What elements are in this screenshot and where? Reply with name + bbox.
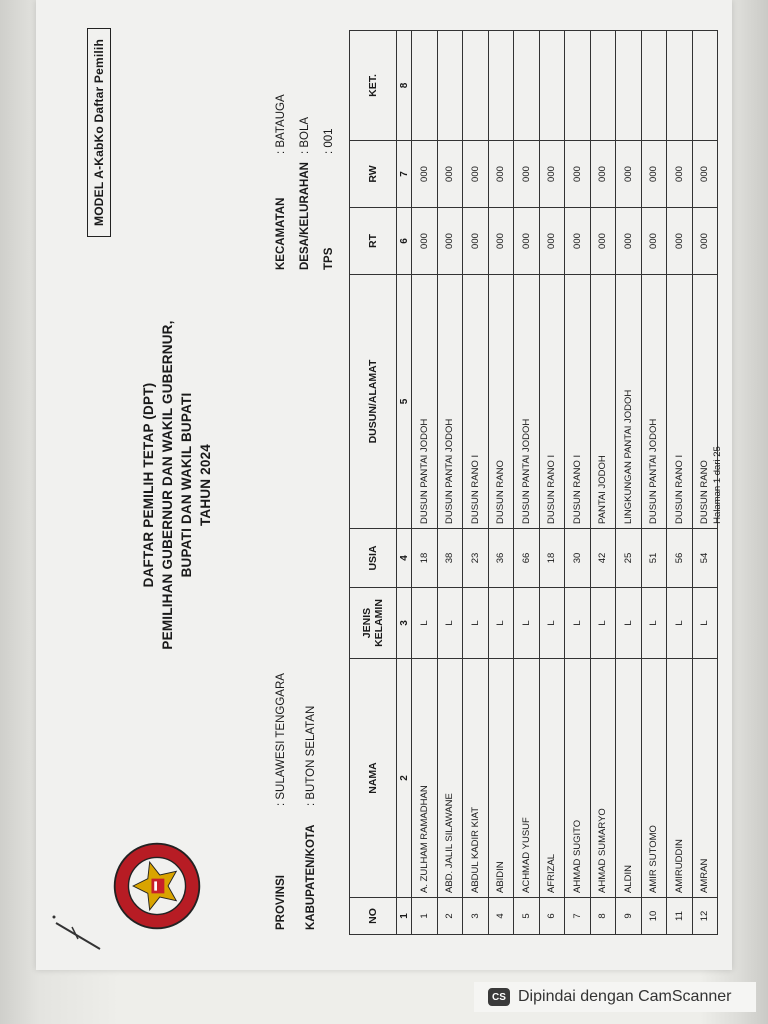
table-row <box>641 31 667 935</box>
cell-usia: 18 <box>539 529 565 588</box>
cell-nama: A. ZULHAM RAMADHAN <box>412 659 438 898</box>
cell-rt: 000 <box>412 208 438 275</box>
cell-jk: L <box>616 588 642 659</box>
cell-usia: 30 <box>565 529 591 588</box>
cell-jk: L <box>488 588 514 659</box>
header-rw: RW <box>350 141 397 208</box>
page-indicator: Halaman 1 dari 25 <box>712 446 723 524</box>
cell-nama: ABD. JALIL SILAWANE <box>437 659 463 898</box>
header-dusun-alamat: DUSUN/ALAMAT <box>350 275 397 529</box>
cell-usia: 23 <box>463 529 489 588</box>
table-row <box>565 31 591 935</box>
cell-jk: L <box>463 588 489 659</box>
cell-no: 10 <box>641 898 667 935</box>
cell-nama: AHMAD SUGITO <box>565 659 591 898</box>
cell-ket <box>437 31 463 141</box>
table-row <box>412 31 438 935</box>
cell-rt: 000 <box>514 208 540 275</box>
cell-rt: 000 <box>692 208 718 275</box>
column-number: 2 <box>397 659 412 898</box>
cell-ket <box>514 31 540 141</box>
cell-rt: 000 <box>488 208 514 275</box>
cell-usia: 36 <box>488 529 514 588</box>
cell-rw: 000 <box>463 141 489 208</box>
cell-alamat: DUSUN PANTAI JODOH <box>641 275 667 529</box>
header-rt: RT <box>350 208 397 275</box>
cell-ket <box>539 31 565 141</box>
cell-no: 3 <box>463 898 489 935</box>
cell-rw: 000 <box>488 141 514 208</box>
meta-kecamatan: KECAMATAN: BATAUGA <box>275 94 287 270</box>
cell-rt: 000 <box>616 208 642 275</box>
cell-rw: 000 <box>616 141 642 208</box>
title-line: BUPATI DAN WAKIL BUPATI <box>179 392 194 578</box>
column-number: 8 <box>397 31 412 141</box>
table-row <box>667 31 693 935</box>
cell-usia: 51 <box>641 529 667 588</box>
camscanner-icon: CS <box>488 988 510 1006</box>
column-number: 5 <box>397 275 412 529</box>
column-number: 7 <box>397 141 412 208</box>
header-no: NO <box>350 898 397 935</box>
cell-no: 4 <box>488 898 514 935</box>
cell-rt: 000 <box>590 208 616 275</box>
cell-nama: AMIRUDDIN <box>667 659 693 898</box>
table-row <box>514 31 540 935</box>
scanned-paper <box>36 0 732 970</box>
cell-rw: 000 <box>514 141 540 208</box>
cell-alamat: PANTAI JODOH <box>590 275 616 529</box>
cell-rt: 000 <box>463 208 489 275</box>
column-number: 3 <box>397 588 412 659</box>
cell-alamat: DUSUN PANTAI JODOH <box>514 275 540 529</box>
cell-jk: L <box>641 588 667 659</box>
cell-usia: 56 <box>667 529 693 588</box>
cell-jk: L <box>437 588 463 659</box>
cell-alamat: DUSUN PANTAI JODOH <box>437 275 463 529</box>
cell-rw: 000 <box>437 141 463 208</box>
cell-rw: 000 <box>412 141 438 208</box>
cell-nama: ABDUL KADIR KIAT <box>463 659 489 898</box>
table-row <box>590 31 616 935</box>
cell-no: 2 <box>437 898 463 935</box>
cell-rw: 000 <box>641 141 667 208</box>
meta-provinsi: PROVINSI: SULAWESI TENGGARA <box>275 673 287 930</box>
cell-alamat: DUSUN RANO I <box>667 275 693 529</box>
cell-usia: 42 <box>590 529 616 588</box>
table-row <box>437 31 463 935</box>
cell-ket <box>488 31 514 141</box>
cell-rt: 000 <box>667 208 693 275</box>
cell-ket <box>590 31 616 141</box>
cell-alamat: DUSUN RANO <box>488 275 514 529</box>
meta-tps: TPS: 001 <box>323 128 335 270</box>
column-number: 4 <box>397 529 412 588</box>
camscanner-text: Dipindai dengan CamScanner <box>518 988 732 1005</box>
meta-kabupaten: KABUPATEN/KOTA: BUTON SELATAN <box>305 705 317 930</box>
header-usia: USIA <box>350 529 397 588</box>
cell-usia: 38 <box>437 529 463 588</box>
cell-ket <box>641 31 667 141</box>
column-number: 1 <box>397 898 412 935</box>
cell-ket <box>667 31 693 141</box>
cell-alamat: DUSUN RANO I <box>565 275 591 529</box>
cell-jk: L <box>539 588 565 659</box>
cell-ket <box>412 31 438 141</box>
cell-nama: AMIR SUTOMO <box>641 659 667 898</box>
column-number-row <box>397 31 412 935</box>
cell-usia: 18 <box>412 529 438 588</box>
cell-rt: 000 <box>539 208 565 275</box>
cell-nama: AHMAD SUMARYO <box>590 659 616 898</box>
header-jenis-kelamin: JENIS KELAMIN <box>350 588 397 659</box>
cell-no: 1 <box>412 898 438 935</box>
cell-no: 6 <box>539 898 565 935</box>
cell-rw: 000 <box>590 141 616 208</box>
cell-no: 11 <box>667 898 693 935</box>
cell-rw: 000 <box>539 141 565 208</box>
table-row <box>488 31 514 935</box>
table-body <box>412 31 718 935</box>
title-line: PEMILIHAN GUBERNUR DAN WAKIL GUBERNUR, <box>160 320 175 650</box>
cell-alamat: DUSUN RANO I <box>463 275 489 529</box>
camscanner-watermark <box>474 982 756 1012</box>
cell-no: 8 <box>590 898 616 935</box>
title-line: DAFTAR PEMILIH TETAP (DPT) <box>141 382 156 588</box>
header-ket: KET. <box>350 31 397 141</box>
cell-nama: ALDIN <box>616 659 642 898</box>
document-rotated <box>79 10 759 960</box>
cell-alamat: DUSUN PANTAI JODOH <box>412 275 438 529</box>
pen-mark-icon <box>48 905 108 965</box>
title-line: TAHUN 2024 <box>198 443 213 527</box>
table-header-row <box>350 31 397 935</box>
table-row <box>463 31 489 935</box>
cell-alamat: LINGKUNGAN PANTAI JODOH <box>616 275 642 529</box>
cell-nama: ABIDIN <box>488 659 514 898</box>
model-label: MODEL A-KabKo Daftar Pemilih <box>87 28 111 237</box>
cell-no: 5 <box>514 898 540 935</box>
cell-no: 9 <box>616 898 642 935</box>
cell-rt: 000 <box>565 208 591 275</box>
column-number: 6 <box>397 208 412 275</box>
cell-alamat: DUSUN RANO <box>692 275 718 529</box>
header-nama: NAMA <box>350 659 397 898</box>
cell-rt: 000 <box>437 208 463 275</box>
cell-nama: AFRIZAL <box>539 659 565 898</box>
cell-jk: L <box>565 588 591 659</box>
cell-no: 7 <box>565 898 591 935</box>
cell-jk: L <box>514 588 540 659</box>
cell-usia: 25 <box>616 529 642 588</box>
document-titles <box>139 10 215 960</box>
voter-table <box>349 30 718 935</box>
cell-no: 12 <box>692 898 718 935</box>
cell-alamat: DUSUN RANO I <box>539 275 565 529</box>
cell-jk: L <box>590 588 616 659</box>
meta-desa: DESA/KELURAHAN: BOLA <box>299 116 311 270</box>
cell-ket <box>463 31 489 141</box>
cell-ket <box>616 31 642 141</box>
cell-rw: 000 <box>667 141 693 208</box>
cell-rw: 000 <box>565 141 591 208</box>
cell-rw: 000 <box>692 141 718 208</box>
cell-usia: 66 <box>514 529 540 588</box>
table-row <box>616 31 642 935</box>
cell-ket <box>565 31 591 141</box>
cell-rt: 000 <box>641 208 667 275</box>
cell-usia: 54 <box>692 529 718 588</box>
cell-nama: AMRAN <box>692 659 718 898</box>
cell-nama: ACHMAD YUSUF <box>514 659 540 898</box>
cell-jk: L <box>667 588 693 659</box>
table-row <box>539 31 565 935</box>
cell-jk: L <box>412 588 438 659</box>
cell-jk: L <box>692 588 718 659</box>
